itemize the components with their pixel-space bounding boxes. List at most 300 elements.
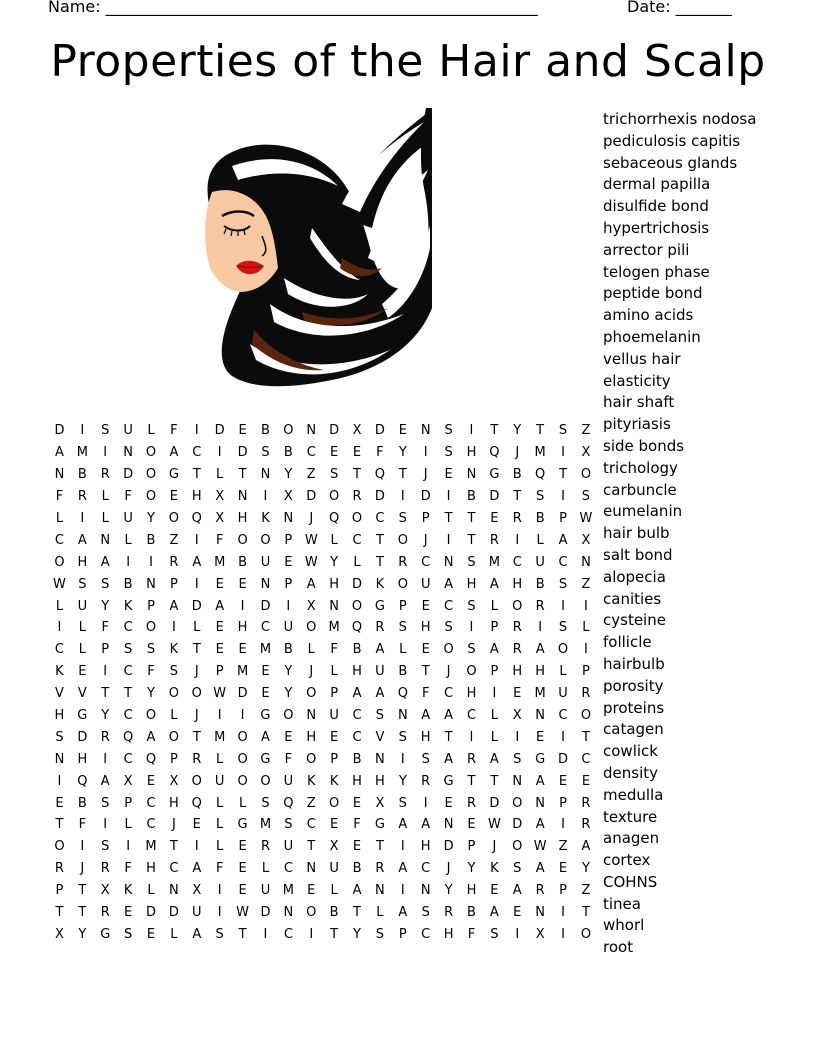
grid-letter[interactable]: T [581,905,590,921]
grid-letter[interactable]: A [444,576,454,592]
grid-letter[interactable]: F [467,926,476,942]
grid-letter[interactable]: H [466,445,477,461]
grid-letter[interactable]: S [444,423,453,439]
grid-letter[interactable]: S [490,926,499,942]
grid-letter[interactable]: R [100,861,110,877]
grid-letter[interactable]: U [329,861,339,877]
grid-letter[interactable]: E [490,511,499,526]
grid-letter[interactable]: S [375,708,385,724]
grid-letter[interactable]: N [375,883,385,899]
grid-letter[interactable]: F [55,489,64,505]
grid-letter[interactable]: E [330,445,339,461]
grid-letter[interactable]: D [489,489,500,505]
grid-letter[interactable]: E [490,883,499,899]
grid-letter[interactable]: O [397,532,408,548]
grid-letter[interactable]: A [489,576,499,592]
grid-letter[interactable]: X [352,423,362,439]
grid-letter[interactable]: Q [351,620,363,636]
grid-letter[interactable]: O [397,576,408,592]
grid-letter[interactable]: D [352,576,363,592]
grid-letter[interactable]: Z [169,532,179,548]
grid-letter[interactable]: B [467,905,476,921]
grid-letter[interactable]: S [101,839,110,855]
grid-letter[interactable]: J [309,664,314,680]
grid-letter[interactable]: H [512,664,523,680]
grid-letter[interactable]: C [146,817,156,833]
grid-letter[interactable]: T [353,905,361,921]
grid-letter[interactable]: O [237,773,248,789]
grid-letter[interactable]: L [307,642,315,658]
grid-letter[interactable]: B [512,467,522,483]
grid-letter[interactable]: R [375,861,385,877]
grid-letter[interactable]: N [146,576,156,592]
grid-letter[interactable]: I [171,620,176,636]
grid-letter[interactable]: T [398,467,407,483]
grid-letter[interactable]: X [535,926,545,942]
grid-letter[interactable]: L [78,642,86,658]
grid-letter[interactable]: T [490,773,499,789]
grid-letter[interactable]: T [124,686,133,702]
grid-letter[interactable]: J [423,532,428,548]
grid-letter[interactable]: S [398,795,407,811]
grid-letter[interactable]: J [194,708,199,724]
grid-letter[interactable]: T [513,489,522,505]
grid-letter[interactable]: S [261,795,270,811]
grid-letter[interactable]: U [535,554,545,570]
grid-letter[interactable]: T [101,686,110,702]
grid-letter[interactable]: N [283,905,294,921]
grid-letter[interactable]: B [283,445,293,461]
grid-letter[interactable]: O [54,839,65,855]
grid-letter[interactable]: E [192,817,201,833]
grid-letter[interactable]: U [283,839,294,855]
grid-letter[interactable]: S [375,926,385,942]
grid-letter[interactable]: P [330,686,339,702]
grid-letter[interactable]: G [100,926,111,942]
grid-letter[interactable]: E [238,642,247,658]
grid-letter[interactable]: S [55,729,64,745]
grid-letter[interactable]: L [216,817,224,833]
grid-letter[interactable]: B [261,423,270,439]
grid-letter[interactable]: H [191,489,202,505]
grid-letter[interactable]: E [513,686,522,702]
grid-letter[interactable]: I [561,905,565,921]
grid-letter[interactable]: C [352,708,362,724]
grid-letter[interactable]: B [352,642,362,658]
grid-letter[interactable]: I [217,883,222,899]
grid-letter[interactable]: L [101,511,109,526]
grid-letter[interactable]: M [145,839,157,855]
grid-letter[interactable]: L [582,620,590,636]
grid-letter[interactable]: N [237,489,248,505]
grid-letter[interactable]: A [489,642,499,658]
grid-letter[interactable]: R [466,751,476,767]
grid-letter[interactable]: H [54,708,65,724]
grid-letter[interactable]: H [535,664,546,680]
grid-letter[interactable]: Y [101,708,110,724]
grid-letter[interactable]: C [283,926,293,942]
grid-letter[interactable]: R [260,839,270,855]
grid-letter[interactable]: P [330,751,339,767]
grid-letter[interactable]: N [54,467,65,483]
grid-letter[interactable]: A [421,708,431,724]
grid-letter[interactable]: B [329,905,339,921]
grid-letter[interactable]: A [215,598,225,614]
grid-letter[interactable]: A [421,817,431,833]
grid-letter[interactable]: I [561,445,565,461]
grid-letter[interactable]: X [123,773,133,789]
grid-letter[interactable]: I [194,423,199,439]
grid-letter[interactable]: G [237,817,248,833]
grid-letter[interactable]: H [352,773,362,789]
grid-letter[interactable]: U [123,423,133,439]
grid-letter[interactable]: T [444,511,453,526]
grid-letter[interactable]: R [581,686,591,702]
grid-letter[interactable]: Y [330,554,339,570]
grid-letter[interactable]: P [215,664,224,680]
grid-letter[interactable]: A [535,773,545,789]
grid-letter[interactable]: A [558,532,568,548]
grid-letter[interactable]: P [559,883,567,899]
grid-letter[interactable]: O [329,489,340,505]
grid-letter[interactable]: F [170,423,178,439]
grid-letter[interactable]: Q [489,445,500,461]
grid-letter[interactable]: R [375,620,385,636]
grid-letter[interactable]: T [192,642,201,658]
grid-letter[interactable]: O [283,423,294,439]
grid-letter[interactable]: B [535,511,545,526]
grid-letter[interactable]: D [512,817,523,833]
grid-letter[interactable]: N [306,708,317,724]
grid-letter[interactable]: S [284,817,293,833]
grid-letter[interactable]: S [398,620,407,636]
grid-letter[interactable]: M [236,664,249,680]
grid-letter[interactable]: E [421,642,430,658]
grid-letter[interactable]: D [420,489,431,505]
grid-letter[interactable]: S [444,620,453,636]
grid-letter[interactable]: Y [147,686,155,702]
grid-letter[interactable]: F [376,445,384,461]
grid-letter[interactable]: I [515,926,520,942]
grid-letter[interactable]: H [420,620,431,636]
grid-letter[interactable]: E [215,576,224,592]
grid-letter[interactable]: F [215,532,224,548]
grid-letter[interactable]: C [352,532,362,548]
grid-letter[interactable]: E [330,729,339,745]
grid-letter[interactable]: S [261,445,270,461]
grid-letter[interactable]: T [467,773,476,789]
grid-letter[interactable]: R [535,598,545,614]
grid-letter[interactable]: E [146,926,156,942]
grid-letter[interactable]: T [421,664,430,680]
grid-letter[interactable]: C [512,554,522,570]
grid-letter[interactable]: X [375,795,385,811]
grid-letter[interactable]: E [581,773,591,789]
grid-letter[interactable]: H [146,861,156,877]
grid-letter[interactable]: S [398,729,407,745]
grid-letter[interactable]: S [421,905,430,921]
grid-letter[interactable]: S [558,576,568,592]
grid-letter[interactable]: S [146,642,156,658]
grid-letter[interactable]: H [443,926,454,942]
grid-letter[interactable]: O [512,795,523,811]
grid-letter[interactable]: P [169,751,178,767]
grid-letter[interactable]: E [78,664,87,680]
grid-letter[interactable]: R [466,795,476,811]
grid-letter[interactable]: E [261,664,270,680]
grid-letter[interactable]: L [78,620,86,636]
grid-letter[interactable]: F [330,642,338,658]
grid-letter[interactable]: S [330,467,339,483]
grid-letter[interactable]: E [55,795,64,811]
grid-letter[interactable]: S [558,620,568,636]
grid-letter[interactable]: T [238,926,247,942]
grid-letter[interactable]: L [536,532,544,548]
grid-letter[interactable]: O [237,532,248,548]
grid-letter[interactable]: O [557,642,569,658]
grid-letter[interactable]: F [421,686,430,702]
grid-letter[interactable]: U [123,511,133,526]
grid-letter[interactable]: E [467,817,476,833]
grid-letter[interactable]: Y [467,861,476,877]
grid-letter[interactable]: D [237,686,248,702]
grid-letter[interactable]: I [217,445,222,461]
grid-letter[interactable]: C [306,817,316,833]
grid-letter[interactable]: O [145,489,157,505]
grid-letter[interactable]: U [260,883,271,899]
grid-letter[interactable]: H [77,751,88,767]
grid-letter[interactable]: N [535,905,546,921]
grid-letter[interactable]: H [237,620,248,636]
grid-letter[interactable]: D [260,598,271,614]
grid-letter[interactable]: R [398,554,408,570]
grid-letter[interactable]: D [146,905,157,921]
grid-letter[interactable]: N [306,861,317,877]
grid-letter[interactable]: C [169,861,179,877]
grid-letter[interactable]: I [561,729,565,745]
grid-letter[interactable]: O [237,729,248,745]
grid-letter[interactable]: H [77,554,88,570]
grid-letter[interactable]: L [559,664,567,680]
grid-letter[interactable]: B [535,576,545,592]
grid-letter[interactable]: L [193,620,201,636]
grid-letter[interactable]: I [561,489,565,505]
grid-letter[interactable]: R [512,511,522,526]
grid-letter[interactable]: U [420,576,431,592]
grid-letter[interactable]: X [215,511,225,526]
grid-letter[interactable]: Q [397,686,408,702]
grid-letter[interactable]: P [490,620,499,636]
grid-letter[interactable]: F [147,664,155,680]
grid-letter[interactable]: I [561,926,565,942]
grid-letter[interactable]: U [214,773,225,789]
grid-letter[interactable]: N [512,773,523,789]
grid-letter[interactable]: Z [581,883,591,899]
grid-letter[interactable]: R [512,642,522,658]
grid-letter[interactable]: N [443,554,454,570]
grid-letter[interactable]: A [169,445,179,461]
grid-letter[interactable]: A [512,883,522,899]
grid-letter[interactable]: H [329,576,340,592]
grid-letter[interactable]: A [261,729,270,745]
grid-letter[interactable]: B [77,467,87,483]
grid-letter[interactable]: Y [284,686,293,702]
grid-letter[interactable]: I [194,576,199,592]
grid-letter[interactable]: U [558,686,568,702]
grid-letter[interactable]: T [375,839,384,855]
grid-letter[interactable]: T [559,467,568,483]
grid-letter[interactable]: T [353,467,361,483]
grid-letter[interactable]: T [55,905,64,921]
grid-letter[interactable]: S [467,598,476,614]
grid-letter[interactable]: R [489,532,499,548]
grid-letter[interactable]: E [513,905,522,921]
grid-letter[interactable]: A [100,773,110,789]
grid-letter[interactable]: I [309,926,314,942]
grid-letter[interactable]: E [284,554,293,570]
grid-letter[interactable]: P [284,532,293,548]
grid-letter[interactable]: J [446,664,451,680]
grid-letter[interactable]: G [443,773,454,789]
grid-letter[interactable]: U [77,598,88,614]
grid-letter[interactable]: D [329,423,340,439]
grid-letter[interactable]: I [584,598,588,614]
grid-letter[interactable]: T [169,839,178,855]
grid-letter[interactable]: I [80,511,85,526]
grid-letter[interactable]: J [515,445,520,461]
grid-letter[interactable]: D [191,598,202,614]
grid-letter[interactable]: Z [306,795,316,811]
grid-letter[interactable]: C [558,554,568,570]
grid-letter[interactable]: S [101,795,110,811]
grid-letter[interactable]: G [489,467,500,483]
grid-letter[interactable]: I [103,751,108,767]
grid-letter[interactable]: G [168,467,179,483]
grid-letter[interactable]: A [398,905,408,921]
grid-letter[interactable]: N [260,467,271,483]
grid-letter[interactable]: H [169,795,179,811]
grid-letter[interactable]: O [466,664,477,680]
grid-letter[interactable]: U [375,664,385,680]
grid-letter[interactable]: R [77,489,87,505]
grid-letter[interactable]: N [283,511,294,526]
grid-letter[interactable]: I [515,532,520,548]
grid-letter[interactable]: C [306,445,316,461]
grid-letter[interactable]: I [561,817,565,833]
grid-letter[interactable]: L [101,489,109,505]
grid-letter[interactable]: E [238,861,247,877]
grid-letter[interactable]: E [352,445,362,461]
grid-letter[interactable]: H [466,576,477,592]
grid-letter[interactable]: I [446,532,451,548]
grid-letter[interactable]: D [77,729,88,745]
grid-letter[interactable]: W [533,839,547,855]
grid-letter[interactable]: O [351,511,363,526]
grid-letter[interactable]: B [123,576,133,592]
grid-letter[interactable]: N [260,576,271,592]
grid-letter[interactable]: O [145,445,157,461]
grid-letter[interactable]: S [513,751,522,767]
grid-letter[interactable]: K [55,664,64,680]
grid-letter[interactable]: I [194,839,199,855]
grid-letter[interactable]: I [126,839,131,855]
grid-letter[interactable]: C [466,708,477,724]
grid-letter[interactable]: A [375,642,385,658]
grid-letter[interactable]: I [469,423,474,439]
grid-letter[interactable]: L [170,708,178,724]
grid-letter[interactable]: I [194,532,199,548]
grid-letter[interactable]: C [444,598,454,614]
grid-letter[interactable]: T [375,554,384,570]
grid-letter[interactable]: E [238,839,247,855]
grid-letter[interactable]: D [489,795,500,811]
grid-letter[interactable]: F [78,817,87,833]
grid-letter[interactable]: Y [398,773,407,789]
grid-letter[interactable]: R [100,905,110,921]
grid-letter[interactable]: R [352,489,362,505]
grid-letter[interactable]: I [80,423,85,439]
grid-letter[interactable]: X [215,489,225,505]
grid-letter[interactable]: O [168,511,180,526]
grid-letter[interactable]: K [261,511,270,526]
grid-letter[interactable]: D [237,445,248,461]
grid-letter[interactable]: I [423,445,428,461]
grid-letter[interactable]: T [467,511,476,526]
grid-letter[interactable]: I [400,883,405,899]
grid-letter[interactable]: D [260,905,271,921]
grid-letter[interactable]: Q [145,751,157,767]
grid-letter[interactable]: R [100,467,110,483]
grid-letter[interactable]: N [535,795,546,811]
grid-letter[interactable]: D [54,423,65,439]
grid-letter[interactable]: I [217,708,222,724]
grid-letter[interactable]: A [398,861,408,877]
grid-letter[interactable]: Q [123,729,134,745]
grid-letter[interactable]: T [192,467,201,483]
grid-letter[interactable]: O [283,708,294,724]
grid-letter[interactable]: E [421,598,430,614]
grid-letter[interactable]: A [352,883,362,899]
grid-letter[interactable]: I [240,598,245,614]
grid-letter[interactable]: N [397,708,408,724]
grid-letter[interactable]: A [306,576,316,592]
grid-letter[interactable]: T [375,532,384,548]
grid-letter[interactable]: I [103,817,108,833]
grid-letter[interactable]: B [146,532,156,548]
date-field-label[interactable]: Date: _______ [627,0,732,16]
grid-letter[interactable]: E [169,489,178,505]
grid-letter[interactable]: E [398,423,407,439]
grid-letter[interactable]: P [284,576,293,592]
grid-letter[interactable]: G [260,708,271,724]
grid-letter[interactable]: K [123,598,133,614]
grid-letter[interactable]: N [306,423,317,439]
grid-letter[interactable]: C [54,642,64,658]
grid-letter[interactable]: N [123,445,133,461]
grid-letter[interactable]: R [100,729,110,745]
grid-letter[interactable]: O [237,751,248,767]
grid-letter[interactable]: M [76,445,88,461]
grid-letter[interactable]: I [400,489,405,505]
grid-letter[interactable]: L [216,467,224,483]
grid-letter[interactable]: E [261,686,270,702]
grid-letter[interactable]: O [580,926,592,942]
grid-letter[interactable]: K [169,642,179,658]
grid-letter[interactable]: Q [374,467,386,483]
grid-letter[interactable]: Y [147,511,155,526]
grid-letter[interactable]: D [306,489,317,505]
grid-letter[interactable]: N [100,532,111,548]
